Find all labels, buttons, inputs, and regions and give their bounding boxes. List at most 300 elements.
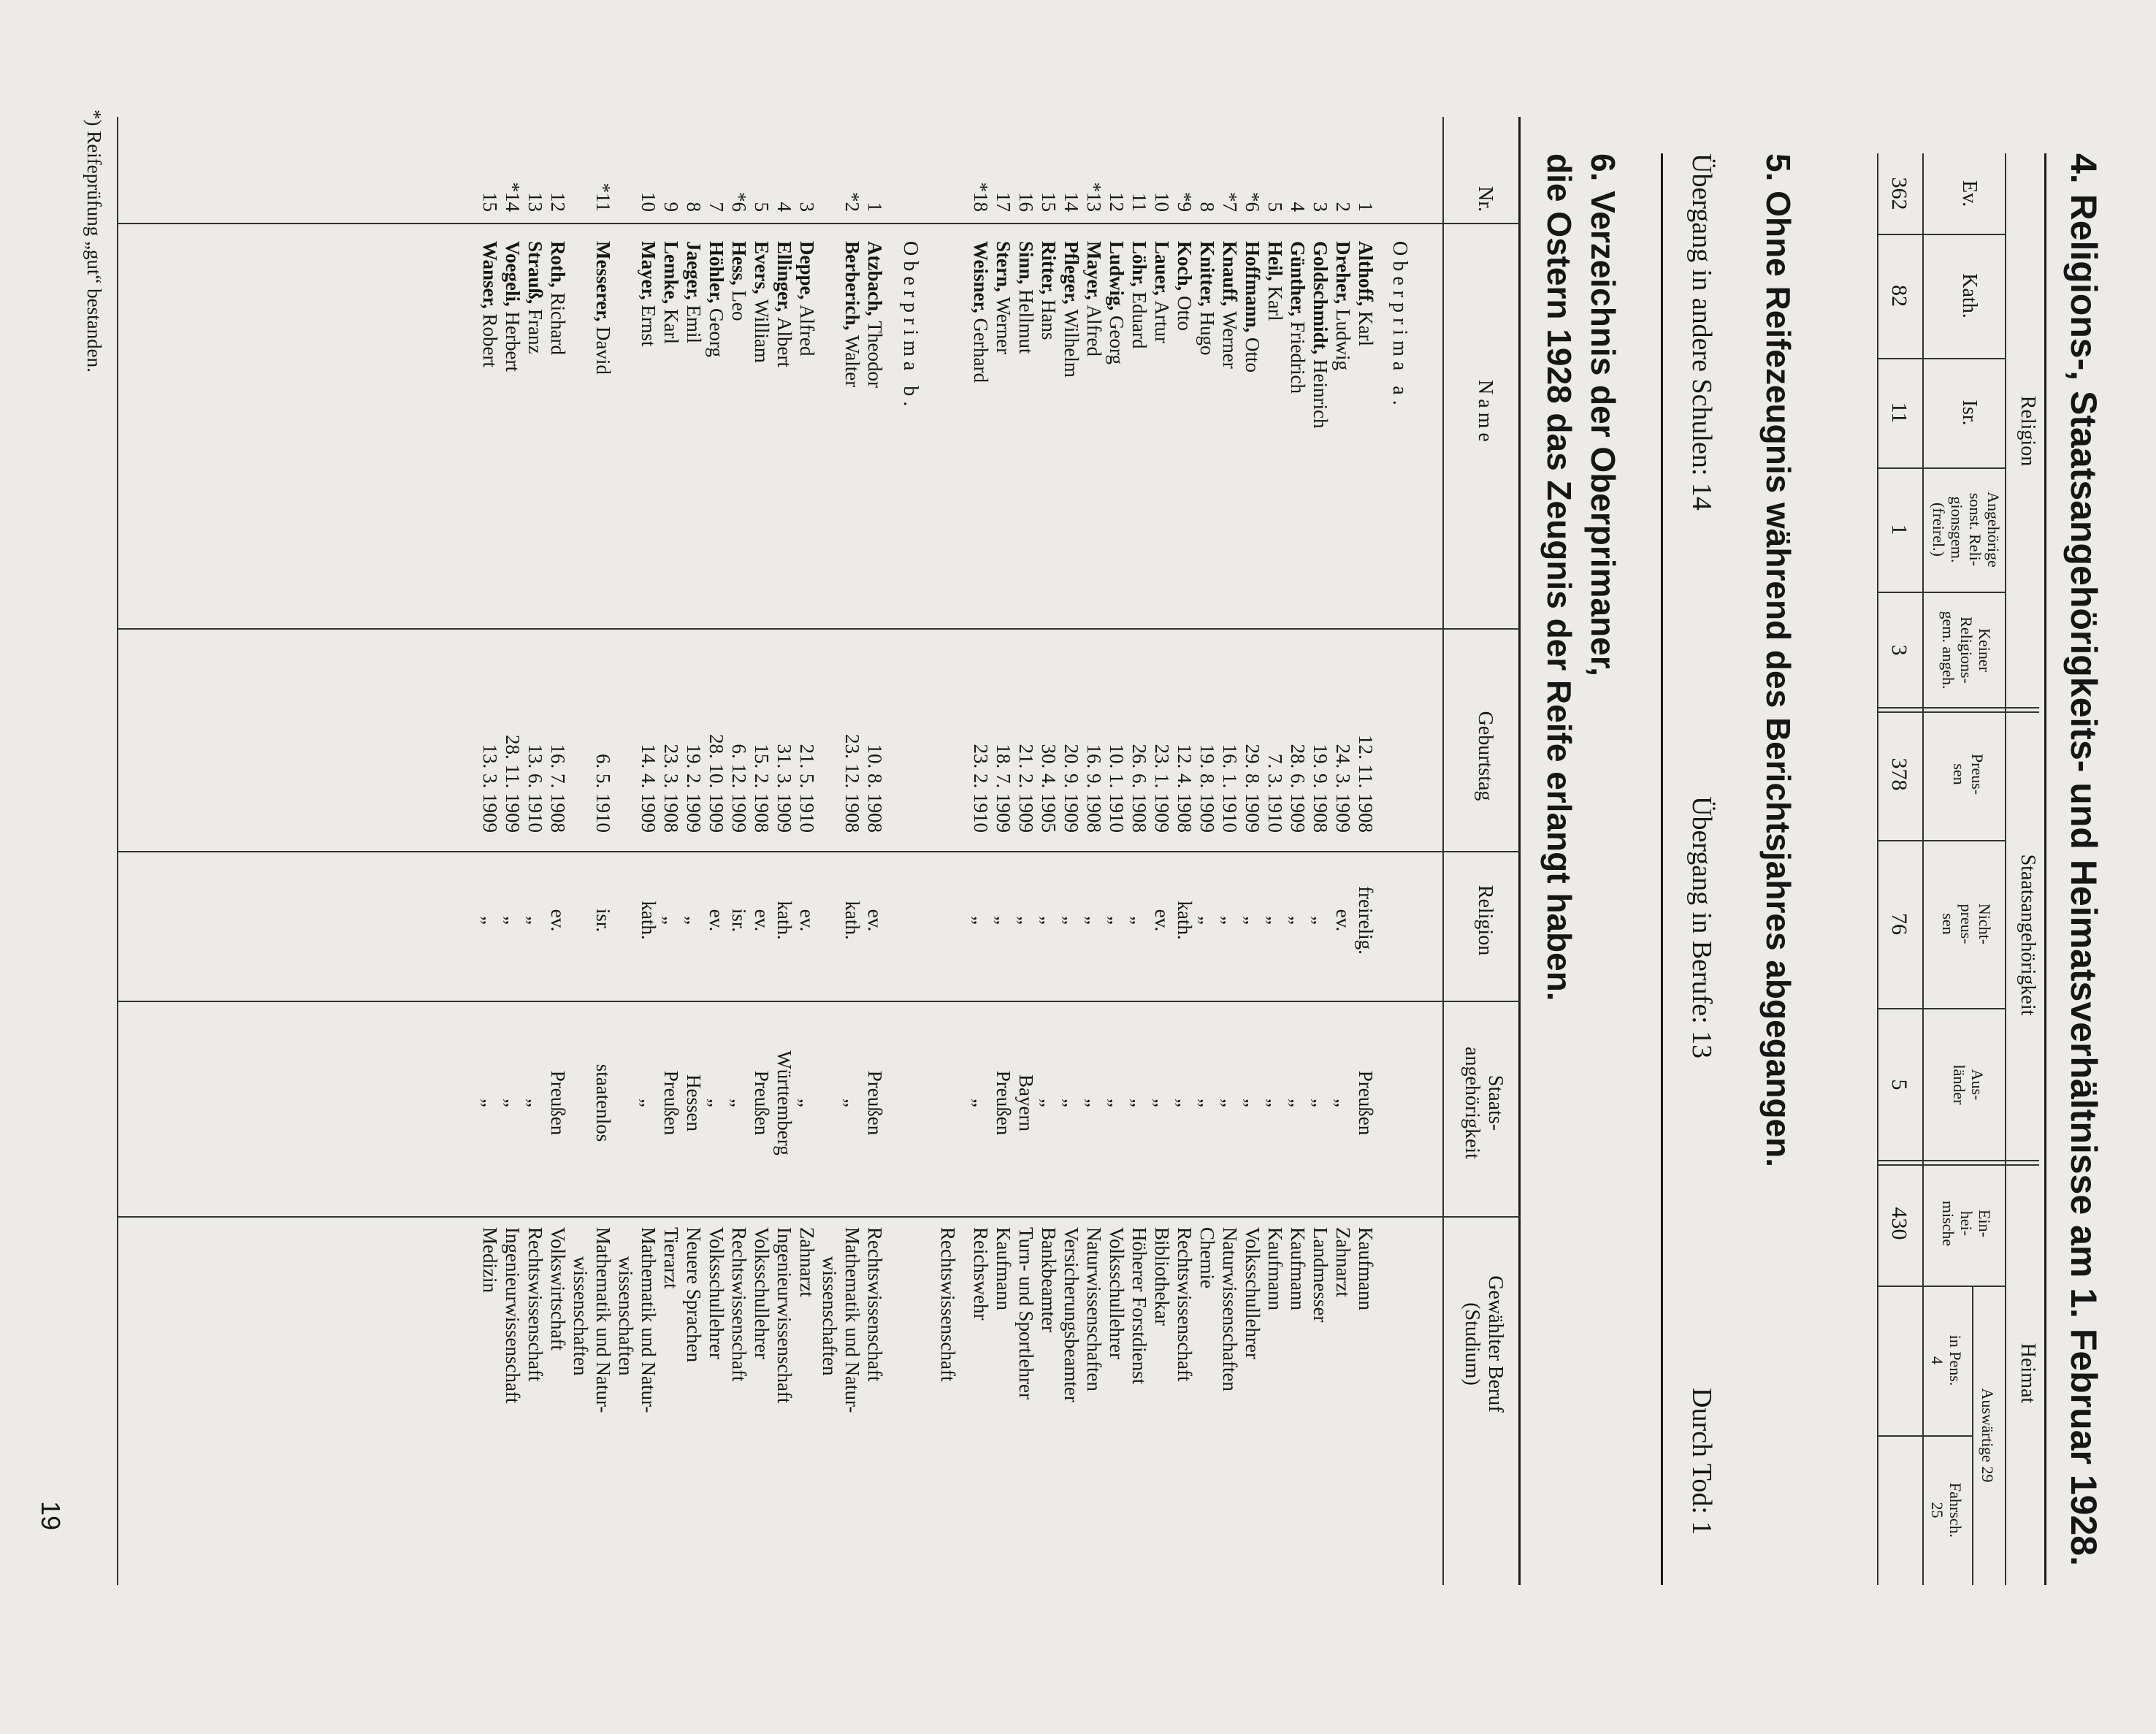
student-name bbox=[971, 241, 991, 383]
student-name bbox=[1220, 241, 1240, 369]
student-firstname: William bbox=[751, 299, 773, 363]
header-geburtstag: Geburtstag bbox=[1474, 711, 1496, 801]
student-citizenship: Preußen bbox=[751, 1070, 773, 1136]
student-row bbox=[593, 153, 613, 1585]
student-birthdate: 7. 3. 1910 bbox=[1264, 754, 1286, 833]
student-surname: Koch, bbox=[1174, 241, 1196, 291]
student-firstname: Robert bbox=[479, 313, 501, 368]
student-nr: 11 bbox=[1128, 193, 1150, 212]
header-auswaertige bbox=[1979, 1286, 1997, 1585]
student-birthdate: 29. 8. 1909 bbox=[1242, 744, 1264, 833]
header-sonst-line: sonst. Reli- bbox=[1966, 492, 1984, 567]
value-nichtpreussen: 76 bbox=[1887, 913, 1911, 935]
student-citizenship: Hessen bbox=[683, 1074, 705, 1131]
group-oberprima-b: Oberprima b. bbox=[899, 241, 922, 412]
student-firstname: Heinrich bbox=[1310, 359, 1331, 429]
student-birthdate: 12. 11. 1908 bbox=[1355, 735, 1377, 833]
student-religion: „ bbox=[683, 916, 705, 925]
student-name bbox=[548, 241, 568, 355]
student-birthdate: 16. 7. 1908 bbox=[547, 744, 569, 833]
student-religion: „ bbox=[1310, 916, 1331, 925]
student-citizenship: „ bbox=[1060, 1099, 1082, 1107]
student-firstname: Otto bbox=[1242, 337, 1264, 373]
header-sonst-religion bbox=[1930, 467, 2003, 592]
student-citizenship: „ bbox=[706, 1099, 727, 1107]
student-firstname: Alfred bbox=[796, 305, 818, 356]
value-kath: 82 bbox=[1887, 285, 1911, 307]
student-surname: Knauff, bbox=[1219, 241, 1241, 307]
student-name bbox=[1084, 241, 1104, 356]
header-preussen-line: Preus- bbox=[1968, 753, 1987, 795]
student-birthdate: 16. 1. 1910 bbox=[1219, 744, 1241, 833]
header-kath: Kath. bbox=[1958, 273, 1981, 318]
student-citizenship: „ bbox=[796, 1099, 818, 1107]
header-in-pension-label: in Pens. bbox=[1946, 1334, 1965, 1386]
student-row bbox=[865, 153, 885, 1585]
student-nr: 7 bbox=[706, 202, 727, 212]
student-nr: *2 bbox=[841, 192, 863, 212]
student-nr: 16 bbox=[1015, 192, 1037, 212]
student-firstname: Wilhelm bbox=[1060, 309, 1082, 378]
header-nichtpreussen-line: sen bbox=[1939, 913, 1957, 935]
header-isr: Isr. bbox=[1958, 400, 1981, 426]
student-religion: ev. bbox=[751, 909, 773, 932]
header-keiner-line: Keiner bbox=[1976, 628, 1994, 672]
header-nichtpreussen bbox=[1939, 840, 1994, 1008]
student-surname: Lauer, bbox=[1151, 241, 1173, 296]
student-religion: „ bbox=[1128, 916, 1150, 925]
student-career: Bibliothekar bbox=[1151, 1227, 1173, 1326]
student-name bbox=[593, 241, 613, 375]
student-surname: Löhr, bbox=[1128, 241, 1150, 287]
col-divider bbox=[1878, 358, 2006, 359]
student-career: Zahnarzt bbox=[1332, 1227, 1354, 1297]
student-career: Tierarzt bbox=[660, 1227, 682, 1289]
student-religion: freirelig. bbox=[1355, 886, 1377, 955]
student-birthdate: 6. 5. 1910 bbox=[592, 754, 614, 833]
student-birthdate: 30. 4. 1905 bbox=[1038, 744, 1060, 833]
student-career: Volksschullehrer bbox=[706, 1227, 727, 1359]
student-birthdate: 10. 8. 1908 bbox=[864, 744, 886, 833]
student-citizenship: „ bbox=[1106, 1099, 1128, 1107]
value-sonst: 1 bbox=[1887, 524, 1911, 535]
student-religion: kath. bbox=[1174, 901, 1196, 940]
student-career: Versicherungsbeamter bbox=[1060, 1227, 1082, 1402]
section-6-subtitle: die Ostern 1928 das Zeugnis der Reife erlangt haben. bbox=[1540, 153, 1578, 1001]
student-religion: ev. bbox=[796, 909, 818, 932]
student-firstname: Hans bbox=[1038, 299, 1060, 340]
student-citizenship: Preußen bbox=[1355, 1070, 1377, 1136]
student-career: Kaufmann bbox=[1264, 1227, 1286, 1310]
student-career: Ingenieurwissenschaft bbox=[502, 1227, 524, 1404]
student-religion: ev. bbox=[1151, 909, 1173, 932]
student-nr: *6 bbox=[728, 192, 750, 212]
student-religion: „ bbox=[1264, 916, 1286, 925]
student-citizenship: „ bbox=[1219, 1099, 1241, 1107]
student-religion: isr. bbox=[728, 908, 750, 933]
student-row bbox=[1039, 153, 1059, 1585]
student-citizenship: „ bbox=[1151, 1099, 1173, 1107]
student-career: Kaufmann bbox=[1287, 1227, 1309, 1310]
student-religion: ev. bbox=[1332, 909, 1354, 932]
header-name: Name bbox=[1474, 380, 1496, 446]
student-name bbox=[1288, 241, 1308, 394]
student-firstname: Emil bbox=[683, 305, 705, 343]
header-einheimische-line: Ein- bbox=[1976, 1210, 1994, 1237]
student-firstname: Otto bbox=[1174, 296, 1196, 332]
student-nr: *11 bbox=[592, 183, 614, 212]
student-row bbox=[1197, 153, 1217, 1585]
header-sonst-line: (freirel.) bbox=[1930, 503, 1948, 557]
student-religion: „ bbox=[970, 916, 992, 925]
student-birthdate: 19. 8. 1909 bbox=[1196, 744, 1218, 833]
header-in-pension-count: 4 bbox=[1928, 1356, 1946, 1364]
list-bottom-rule bbox=[117, 117, 118, 1585]
student-religion: „ bbox=[1287, 916, 1309, 925]
col-divider bbox=[1878, 592, 2006, 593]
col-divider-double bbox=[1878, 1164, 2039, 1166]
student-row bbox=[1174, 153, 1195, 1585]
student-name bbox=[752, 241, 772, 363]
section-5-title: 5. Ohne Reifezeugnis während des Berichtsjahres abgegangen. bbox=[1759, 153, 1797, 1168]
student-firstname: Gerhard bbox=[970, 318, 992, 383]
group-oberprima-a: Oberprima a. bbox=[1388, 241, 1411, 410]
student-career: Volksschullehrer bbox=[1106, 1227, 1128, 1359]
header-beruf-1: Gewählter Beruf bbox=[1484, 1275, 1507, 1413]
col-divider bbox=[1878, 1435, 1973, 1437]
student-surname: Mayer, bbox=[1083, 241, 1105, 300]
student-birthdate: 13. 6. 1910 bbox=[524, 744, 546, 833]
student-religion: „ bbox=[1060, 916, 1082, 925]
student-firstname: Werner bbox=[993, 297, 1014, 355]
student-birthdate: 21. 5. 1910 bbox=[796, 744, 818, 833]
student-row bbox=[1016, 153, 1036, 1585]
student-nr: 5 bbox=[751, 202, 773, 212]
student-firstname: Walter bbox=[841, 335, 863, 388]
student-name bbox=[1106, 241, 1127, 364]
student-surname: Heil, bbox=[1264, 241, 1286, 281]
header-einheimische-line: mische bbox=[1939, 1200, 1957, 1247]
student-firstname: Georg bbox=[706, 308, 727, 358]
header-auslaender-line: Aus- bbox=[1968, 1069, 1987, 1101]
header-auslaender-line: länder bbox=[1950, 1064, 1968, 1105]
student-surname: Pfleger, bbox=[1060, 241, 1082, 305]
student-row-continuation bbox=[616, 153, 636, 1585]
student-citizenship: „ bbox=[728, 1099, 750, 1107]
student-row bbox=[1356, 153, 1376, 1585]
student-career: Neuere Sprachen bbox=[683, 1227, 705, 1363]
student-surname: Strauß, bbox=[524, 241, 546, 305]
col-divider bbox=[1878, 234, 2006, 235]
student-nr: 14 bbox=[1060, 192, 1082, 212]
header-sonst-line: Angehörige bbox=[1984, 492, 2003, 568]
student-birthdate: 23. 12. 1908 bbox=[841, 734, 863, 833]
student-career-continuation: wissenschaften bbox=[819, 1256, 841, 1376]
student-firstname: Friedrich bbox=[1287, 321, 1309, 394]
student-name bbox=[1197, 241, 1217, 356]
header-keiner-line: Religions- bbox=[1957, 616, 1976, 684]
student-name bbox=[706, 241, 727, 357]
student-nr: 12 bbox=[1106, 192, 1128, 212]
student-career: Turn- und Sportlehrer bbox=[1015, 1227, 1037, 1399]
student-religion: „ bbox=[660, 916, 682, 925]
student-birthdate: 19. 9. 1908 bbox=[1310, 744, 1331, 833]
student-row bbox=[638, 153, 659, 1585]
student-row bbox=[480, 153, 500, 1585]
student-career: Landmesser bbox=[1310, 1227, 1331, 1323]
student-career: Kaufmann bbox=[1355, 1227, 1377, 1310]
student-citizenship: Preußen bbox=[993, 1070, 1014, 1136]
student-religion: „ bbox=[479, 916, 501, 925]
student-nr: 8 bbox=[683, 202, 705, 212]
col-divider bbox=[1878, 1286, 2006, 1287]
student-row bbox=[661, 153, 681, 1585]
student-firstname: Herbert bbox=[502, 311, 524, 372]
header-staats-1: Staats- bbox=[1484, 1074, 1507, 1131]
student-citizenship: „ bbox=[1083, 1099, 1105, 1107]
student-name bbox=[1174, 241, 1195, 331]
student-name bbox=[842, 241, 863, 387]
student-name bbox=[525, 241, 546, 354]
student-career: Rechtswissenschaft bbox=[1174, 1227, 1196, 1382]
student-career-continuation: wissenschaften bbox=[570, 1256, 592, 1376]
student-nr: 3 bbox=[1310, 202, 1331, 212]
student-career: Naturwissenschaften bbox=[1219, 1227, 1241, 1391]
student-surname: Günther, bbox=[1287, 241, 1309, 317]
student-row bbox=[1242, 153, 1263, 1585]
student-religion: „ bbox=[524, 916, 546, 925]
header-fahrschueler-label: Fahrsch. bbox=[1946, 1482, 1965, 1538]
student-row bbox=[684, 153, 704, 1585]
student-birthdate: 18. 7. 1909 bbox=[993, 744, 1014, 833]
student-religion: „ bbox=[1242, 916, 1264, 925]
header-keiner-religion bbox=[1939, 592, 1994, 709]
student-surname: Jaeger, bbox=[683, 241, 705, 300]
student-surname: Stern, bbox=[993, 241, 1014, 292]
student-surname: Lemke, bbox=[660, 241, 682, 305]
student-name bbox=[661, 241, 681, 344]
student-surname: Messerer, bbox=[592, 241, 614, 322]
table-bottom-rule bbox=[1877, 153, 1878, 1585]
student-career: Kaufmann bbox=[993, 1227, 1014, 1310]
header-fahrschueler-count: 25 bbox=[1928, 1502, 1946, 1519]
header-religion: Religion bbox=[1474, 885, 1496, 956]
student-citizenship: Württemberg bbox=[773, 1050, 795, 1156]
list-col-divider bbox=[118, 223, 1521, 224]
student-birthdate: 15. 2. 1908 bbox=[751, 744, 773, 833]
value-einheimische: 430 bbox=[1887, 1207, 1911, 1240]
student-surname: Hoffmann, bbox=[1242, 241, 1264, 333]
page-number: 19 bbox=[36, 1501, 66, 1531]
header-nichtpreussen-line: Nicht- bbox=[1976, 903, 1994, 945]
section-6-title: 6. Verzeichnis der Oberprimaner, bbox=[1584, 153, 1622, 676]
student-nr: *13 bbox=[1083, 182, 1105, 212]
header-keiner-line: gem. angeh. bbox=[1939, 611, 1957, 690]
student-citizenship: Bayern bbox=[1015, 1074, 1037, 1131]
student-career: Rechtswissenschaft bbox=[864, 1227, 886, 1382]
student-row bbox=[774, 153, 795, 1585]
student-nr: 1 bbox=[864, 202, 886, 212]
student-career: Medizin bbox=[479, 1227, 501, 1293]
student-name bbox=[729, 241, 749, 321]
student-firstname: Ludwig bbox=[1332, 308, 1354, 370]
student-citizenship: „ bbox=[1196, 1099, 1218, 1107]
student-surname: Ludwig, bbox=[1106, 241, 1128, 311]
list-col-divider bbox=[118, 851, 1521, 852]
header-religion: Religion bbox=[2017, 395, 2039, 467]
student-name bbox=[1333, 241, 1353, 370]
header-staatsangehoerigkeit: Staatsangehörigkeit bbox=[2017, 854, 2039, 1016]
student-name bbox=[1152, 241, 1172, 343]
student-firstname: David bbox=[592, 326, 614, 375]
student-row bbox=[1061, 153, 1082, 1585]
student-religion: kath. bbox=[773, 901, 795, 940]
student-career: Ingenieurwissenschaft bbox=[773, 1227, 795, 1404]
student-religion: „ bbox=[502, 916, 524, 925]
student-name bbox=[993, 241, 1014, 354]
student-birthdate: 23. 3. 1908 bbox=[660, 744, 682, 833]
student-career: Volkswirtschaft bbox=[547, 1227, 569, 1351]
header-fahrschueler bbox=[1928, 1435, 1965, 1585]
col-divider-double bbox=[1878, 1160, 2039, 1161]
header-auslaender bbox=[1950, 1008, 1987, 1161]
section-4-top-rule bbox=[2044, 153, 2046, 1585]
student-religion: „ bbox=[1038, 916, 1060, 925]
header-preussen-line: sen bbox=[1950, 763, 1968, 785]
student-name bbox=[1242, 241, 1263, 373]
extra-beruf: Rechtswissenschaft bbox=[937, 1227, 959, 1382]
student-career: Reichswehr bbox=[970, 1227, 992, 1321]
student-row-continuation bbox=[570, 153, 591, 1585]
student-nr: 13 bbox=[524, 192, 546, 212]
student-religion: „ bbox=[1083, 916, 1105, 925]
student-row bbox=[1084, 153, 1104, 1585]
student-surname: Roth, bbox=[547, 241, 569, 288]
student-surname: Althoff, bbox=[1355, 241, 1377, 307]
transfer-professions: Übergang in Berufe: 13 bbox=[1686, 796, 1717, 1059]
list-col-divider bbox=[118, 1216, 1521, 1218]
list-col-divider bbox=[118, 628, 1521, 630]
student-name bbox=[1129, 241, 1150, 349]
student-birthdate: 23. 2. 1910 bbox=[970, 744, 992, 833]
header-in-pension bbox=[1928, 1286, 1965, 1435]
student-surname: Mayer, bbox=[638, 241, 660, 300]
extra-beruf-row bbox=[938, 153, 958, 1585]
student-surname: Knitter, bbox=[1196, 241, 1218, 307]
student-religion: „ bbox=[1106, 916, 1128, 925]
student-religion: „ bbox=[993, 916, 1014, 925]
col-divider bbox=[1878, 467, 2006, 469]
student-surname: Dreher, bbox=[1332, 241, 1354, 305]
student-nr: 15 bbox=[479, 192, 501, 212]
student-citizenship: „ bbox=[841, 1099, 863, 1107]
student-firstname: Karl bbox=[1355, 311, 1377, 346]
student-row bbox=[1106, 153, 1127, 1585]
student-surname: Sinn, bbox=[1015, 241, 1037, 285]
student-religion: „ bbox=[1196, 916, 1218, 925]
student-citizenship: Preußen bbox=[864, 1070, 886, 1136]
student-birthdate: 20. 9. 1909 bbox=[1060, 744, 1082, 833]
student-career: Volksschullehrer bbox=[1242, 1227, 1264, 1359]
col-divider-double bbox=[1878, 711, 2039, 713]
student-religion: ev. bbox=[547, 909, 569, 932]
header-ev: Ev. bbox=[1958, 180, 1981, 207]
header-staats-2: angehörigkeit bbox=[1461, 1047, 1483, 1159]
student-religion: „ bbox=[1015, 916, 1037, 925]
student-row bbox=[1333, 153, 1353, 1585]
student-firstname: Karl bbox=[1264, 286, 1286, 321]
header-bottom-rule bbox=[1922, 153, 1924, 1585]
student-religion: ev. bbox=[706, 909, 727, 932]
student-name bbox=[1310, 241, 1331, 429]
student-row bbox=[971, 153, 991, 1585]
student-birthdate: 6. 12. 1909 bbox=[728, 744, 750, 833]
student-birthdate: 21. 2. 1909 bbox=[1015, 744, 1037, 833]
value-keiner: 3 bbox=[1887, 644, 1911, 656]
student-name bbox=[638, 241, 659, 346]
student-firstname: Artur bbox=[1151, 300, 1173, 343]
student-birthdate: 28. 11. 1909 bbox=[502, 735, 524, 833]
student-citizenship: staatenlos bbox=[592, 1063, 614, 1142]
student-row bbox=[1152, 153, 1172, 1585]
student-nr: 4 bbox=[1287, 202, 1309, 212]
student-name bbox=[1265, 241, 1285, 321]
student-firstname: Werner bbox=[1219, 311, 1241, 369]
header-preussen bbox=[1950, 709, 1987, 840]
student-citizenship: Preußen bbox=[547, 1070, 569, 1136]
student-firstname: Hellmut bbox=[1015, 289, 1037, 354]
student-birthdate: 16. 9. 1908 bbox=[1083, 744, 1105, 833]
student-firstname: Richard bbox=[547, 292, 569, 355]
student-citizenship: Preußen bbox=[660, 1070, 682, 1136]
student-nr: *18 bbox=[970, 182, 992, 212]
student-nr: 1 bbox=[1355, 202, 1377, 212]
student-birthdate: 10. 1. 1910 bbox=[1106, 744, 1128, 833]
header-sonst-line: gionsgem. bbox=[1948, 496, 1966, 563]
list-header bbox=[1459, 153, 1507, 1585]
student-name bbox=[774, 241, 795, 367]
student-nr: 2 bbox=[1332, 202, 1354, 212]
student-birthdate: 19. 2. 1909 bbox=[683, 744, 705, 833]
student-birthdate: 14. 4. 1909 bbox=[638, 744, 660, 833]
student-row bbox=[525, 153, 546, 1585]
student-citizenship: „ bbox=[1264, 1099, 1286, 1107]
header-auswaertige-count: 29 bbox=[1979, 1466, 1997, 1483]
student-citizenship: „ bbox=[1128, 1099, 1150, 1107]
student-surname: Berberich, bbox=[841, 241, 863, 331]
student-religion: ev. bbox=[864, 909, 886, 932]
student-citizenship: „ bbox=[970, 1099, 992, 1107]
student-nr: *7 bbox=[1219, 192, 1241, 212]
header-divider bbox=[2005, 153, 2006, 1585]
student-nr: 17 bbox=[993, 192, 1014, 212]
student-nr: 12 bbox=[547, 192, 569, 212]
student-name bbox=[1061, 241, 1082, 378]
header-auswaertige-label: Auswärtige bbox=[1979, 1388, 1997, 1462]
value-isr: 11 bbox=[1887, 402, 1911, 424]
student-firstname: Theodor bbox=[864, 321, 886, 388]
student-nr: 15 bbox=[1038, 192, 1060, 212]
student-surname: Goldschmidt, bbox=[1310, 241, 1331, 355]
list-col-divider bbox=[118, 1001, 1521, 1002]
student-row bbox=[1288, 153, 1308, 1585]
student-firstname: Alfred bbox=[1083, 305, 1105, 356]
footnote: *) Reifeprüfung „gut“ bestanden. bbox=[83, 110, 105, 373]
student-surname: Wanser, bbox=[479, 241, 501, 309]
student-surname: Atzbach, bbox=[864, 241, 886, 316]
student-career: Mathematik und Natur- bbox=[592, 1227, 614, 1413]
student-row bbox=[842, 153, 863, 1585]
